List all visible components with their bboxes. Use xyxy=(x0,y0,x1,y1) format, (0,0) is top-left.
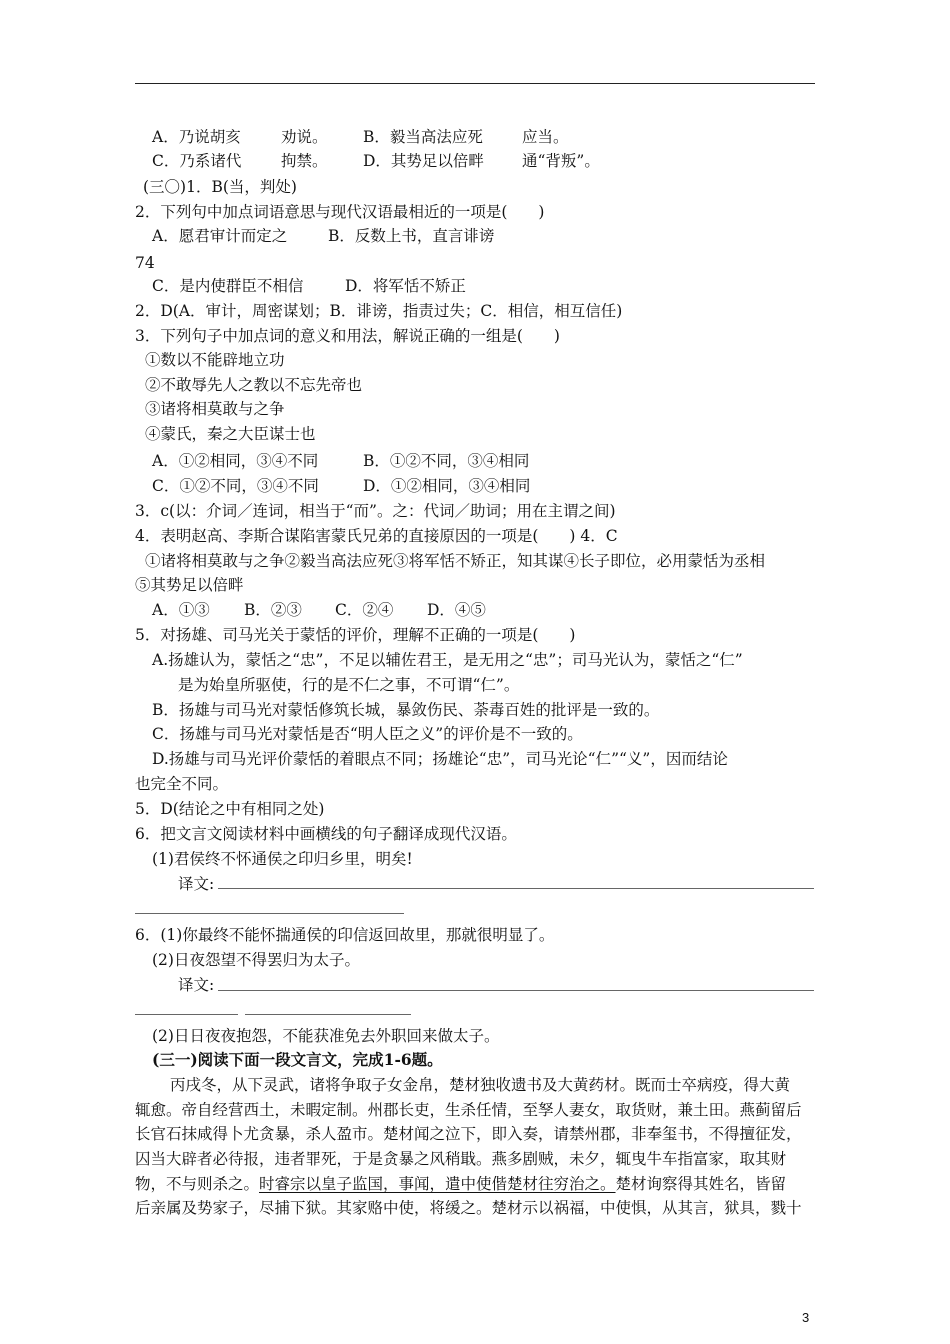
option-b: B．反数上书，直言诽谤 xyxy=(328,227,495,245)
sentence-1: ①数以不能辟地立功 xyxy=(145,351,285,369)
option-d-gloss: 通“背叛”。 xyxy=(522,152,600,170)
option-b: B．扬雄与司马光对蒙恬修筑长城，暴敛伤民、荼毒百姓的批评是一致的。 xyxy=(152,701,660,719)
option-d: D．④⑤ xyxy=(427,601,486,619)
question-2: 2．下列句中加点词语意思与现代汉语最相近的一项是( ) xyxy=(135,203,545,221)
answer-blank-2b xyxy=(135,1014,238,1015)
question-3: 3．下列句子中加点词的意义和用法，解说正确的一组是( ) xyxy=(135,327,560,345)
question-5: 5．对扬雄、司马光关于蒙恬的评价，理解不正确的一项是( ) xyxy=(135,626,576,644)
translate-item-1: (1)君侯终不怀通侯之印归乡里，明矣! xyxy=(152,850,413,868)
sentence-4: ④蒙氏，秦之大臣谋士也 xyxy=(145,425,316,443)
answer-line: 5．D(结论之中有相同之处) xyxy=(135,800,325,818)
answer-line: (2)日日夜夜抱怨，不能获准免去外职回来做太子。 xyxy=(152,1027,500,1045)
option-a: A.扬雄认为，蒙恬之“忠”，不足以辅佐君王，是无用之“忠”；司马光认为，蒙恬之“仁” xyxy=(152,651,743,669)
option-c: C．①②不同，③④不同 xyxy=(152,477,319,495)
page-number: 3 xyxy=(802,1310,810,1325)
answer-blank-2[interactable] xyxy=(218,990,814,991)
passage-line: 后亲属及势家子，尽捕下狱。其家赂中使，将缓之。楚材示以祸福，中使惧，从其言，狱具，戮十 xyxy=(135,1199,802,1217)
underlined-sentence: 时睿宗以皇子监国，事闻，遣中使偕楚材往穷治之。 xyxy=(259,1175,616,1193)
option-a: A．①②相同，③④不同 xyxy=(152,452,319,470)
question-6: 6．把文言文阅读材料中画横线的句子翻译成现代汉语。 xyxy=(135,825,517,843)
option-a-gloss: 劝说。 xyxy=(281,128,328,146)
passage-line: 丙戌冬，从下灵武，诸将争取子女金帛，楚材独收遗书及大黄药材。既而士卒病疫，得大黄 xyxy=(170,1076,791,1094)
answer-line: (三〇)1．B(当，判处) xyxy=(143,178,297,196)
option-d: D．①②相同，③④相同 xyxy=(363,477,531,495)
sentence-2: ②不敢辱先人之教以不忘先帝也 xyxy=(145,376,363,394)
sentence-3: ③诸将相莫敢与之争 xyxy=(145,400,285,418)
option-c: C．是内使群臣不相信 xyxy=(152,277,304,295)
option-a: A．愿君审计而定之 xyxy=(152,227,288,245)
passage-line: 物，不与则杀之。时睿宗以皇子监国，事闻，遣中使偕楚材往穷治之。楚材询察得其姓名，皆留 xyxy=(135,1175,787,1193)
answer-line: 6．(1)你最终不能怀揣通侯的印信返回故里，那就很明显了。 xyxy=(135,926,555,944)
question-4-stem-cont: ⑤其势足以倍畔 xyxy=(135,576,244,594)
answer-blank-2c xyxy=(245,1014,411,1015)
passage-line: 辄愈。帝自经营西土，未暇定制。州郡长吏，生杀任情，至孥人妻女，取货财，兼土田。燕蓟留后 xyxy=(135,1101,802,1119)
translation-label: 译文: xyxy=(178,976,215,994)
translate-item-2: (2)日夜怨望不得罢归为太子。 xyxy=(152,951,360,969)
option-b-gloss: 应当。 xyxy=(522,128,569,146)
question-4-stem: ①诸将相莫敢与之争②毅当高法应死③将军恬不矫正，知其谋④长子即位，必用蒙恬为丞相 xyxy=(145,552,766,570)
translation-label: 译文: xyxy=(178,875,215,893)
answer-blank-1[interactable] xyxy=(218,888,814,889)
option-a: A．①③ xyxy=(152,601,210,619)
passage-line: 长官石抹咸得卜尤贪暴，杀人盈市。楚材闻之泣下，即入奏，请禁州郡，非奉玺书，不得擅征发， xyxy=(135,1125,802,1143)
passage-line: 囚当大辟者必待报，违者罪死，于是贪暴之风稍戢。燕多剧贼，未夕，辄曳牛车指富家，取其财 xyxy=(135,1150,787,1168)
option-d-cont: 也完全不同。 xyxy=(135,775,229,793)
answer-line: 3．c(以：介词／连词，相当于“而”。之：代词／助词；用在主谓之间) xyxy=(135,502,616,520)
option-c: C．②④ xyxy=(335,601,394,619)
question-4: 4．表明赵高、李斯合谋陷害蒙氏兄弟的直接原因的一项是( ) 4．C xyxy=(135,527,618,545)
option-d: D.扬雄与司马光评价蒙恬的着眼点不同；扬雄论“忠”，司马光论“仁”“义”，因而结论 xyxy=(152,750,728,768)
option-c: C．乃系诸代 xyxy=(152,152,242,170)
answer-line: 2．D(A．审计，周密谋划；B．诽谤，指责过失；C．相信，相互信任) xyxy=(135,302,623,320)
header-rule xyxy=(135,83,815,84)
option-d: D．将军恬不矫正 xyxy=(345,277,466,295)
option-c: C．扬雄与司马光对蒙恬是否“明人臣之义”的评价是不一致的。 xyxy=(152,725,583,743)
option-a: A．乃说胡亥 xyxy=(152,128,241,146)
option-d: D．其势足以倍畔 xyxy=(363,152,484,170)
answer-blank-1b xyxy=(135,913,404,914)
option-b: B．①②不同，③④相同 xyxy=(363,452,530,470)
stray-number: 74 xyxy=(135,254,155,272)
option-c-gloss: 拘禁。 xyxy=(281,152,328,170)
option-a-cont: 是为始皇所驱使，行的是不仁之事，不可谓“仁”。 xyxy=(178,676,520,694)
section-heading: (三一)阅读下面一段文言文，完成1-6题。 xyxy=(152,1050,443,1069)
option-b: B．毅当高法应死 xyxy=(363,128,483,146)
option-b: B．②③ xyxy=(244,601,302,619)
